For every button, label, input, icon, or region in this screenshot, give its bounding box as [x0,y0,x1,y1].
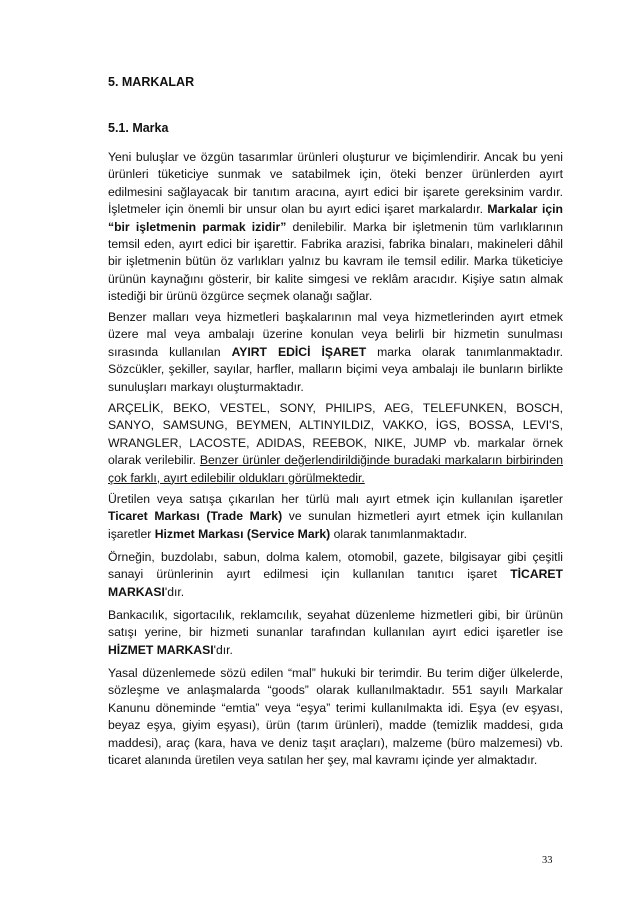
paragraph-trade-service-mark: Üretilen veya satışa çıkarılan her türlü malı ayırt etmek için kullanılan işaretler Ticaret Markası (Trade Mark) ve sunulan hizmetleri ayırt etmek için kullanılan işaretler Hizmet Markası (Service Mark) olarak tanımlanmaktadır. [108,492,563,541]
bold-phrase: HİZMET MARKASI [108,642,214,657]
paragraph-service-mark-example: Bankacılık, sigortacılık, reklamcılık, seyahat düzenleme hizmetleri gibi, bir ürünün satışı yerine, bir hizmeti sunanlar tarafından kullanılan ayırt edici işaretler ise HİZMET MARKASI'dır. [108,608,563,657]
bold-phrase: TİCARET MARKASI [108,567,563,599]
paragraph-mal-term: Yasal düzenlemede sözü edilen “mal” hukuki bir terimdir. Bu terim diğer ülkelerde, sözleşme ve anlaşmalarda “goods” olarak kullanılmaktadır. 551 sayılı Markalar Kanunu döneminde “emtia” veya “eşya” terimi kullanılmakta idi. Eşya (ev eşyası, beyaz eşya, giyim eşyası), ürün (tarım ürünleri), madde (temizlik maddesi, gıda maddesi), araç (kara, hava ve deniz taşıt araçları), malzeme (büro malzemesi) vb. ticaret alanında üretilen veya satılan her şey, mal kavramı içinde yer almaktadır. [108,666,563,768]
section-heading: 5. MARKALAR [108,75,195,89]
paragraph-definition: Benzer malları veya hizmetleri başkalarının mal veya hizmetlerinden ayırt etmek üzere mal veya ambalajı üzerine konulan veya belirli bir hizmetin sunulması sırasında kullanılan AYIRT EDİCİ İŞARET marka olarak tanımlanmaktadır. Sözcükler, şekiller, sayılar, harfler, malların biçimi veya ambalajı ile bunların birlikte sunuluşları markayı oluşturmaktadır. [108,310,563,394]
underlined-phrase: Benzer ürünler değerlendirildiğinde buradaki markaların birbirinden çok farklı, ayırt edilebilir oldukları görülmektedir. [108,453,563,485]
page-number: 33 [542,855,553,866]
bold-phrase: AYIRT EDİCİ İŞARET [231,344,367,359]
bold-phrase: Markalar için “bir işletmenin parmak izidir” [108,202,563,234]
paragraph-marka-intro: Yeni buluşlar ve özgün tasarımlar ürünleri oluşturur ve biçimlendirir. Ancak bu yeni ürünleri tüketiciye sunmak ve satabilmek için, öteki benzer ürünlerden ayırt edilmesini sağlayacak bir tanıtım aracına, ayırt edici bir işarete gereksinim vardır. İşletmeler için önemli bir unsur olan bu ayırt edici işaret markalardır. Markalar için “bir işletmenin parmak izidir” denilebilir. Marka bir işletmenin tüm varlıklarının temsil eden, ayırt edici bir işarettir. Fabrika arazisi, fabrika binaları, makineleri dâhil bir işletmenin bütün öz varlıkları yalnız bu kavram ile temsil edilir. Marka tüketiciye ürünün kaynağını gösterir, bir kalite simgesi ve reklâm aracıdır. Kişiye satın almak istediği bir ürünü özgürce seçmek olanağı sağlar. [108,150,563,304]
paragraph-trade-mark-example: Örneğin, buzdolabı, sabun, dolma kalem, otomobil, gazete, bilgisayar gibi çeşitli sanayi ürünlerinin ayırt edilmesi için kullanılan tanıtıcı işaret TİCARET MARKASI'dır. [108,550,563,599]
subsection-heading: 5.1. Marka [108,121,169,135]
bold-phrase: Hizmet Markası (Service Mark) [154,526,331,541]
paragraph-brand-examples: ARÇELİK, BEKO, VESTEL, SONY, PHILIPS, AEG, TELEFUNKEN, BOSCH, SANYO, SAMSUNG, BEYMEN, ALTINYILDIZ, VAKKO, İGS, BOSSA, LEVI'S, WRANGLER, LACOSTE, ADIDAS, REEBOK, NIKE, JUMP vb. markalar örnek olarak verilebilir. Benzer ürünler değerlendirildiğinde buradaki markaların birbirinden çok farklı, ayırt edilebilir oldukları görülmektedir. [108,401,563,485]
bold-phrase: Ticaret Markası (Trade Mark) [108,509,283,524]
